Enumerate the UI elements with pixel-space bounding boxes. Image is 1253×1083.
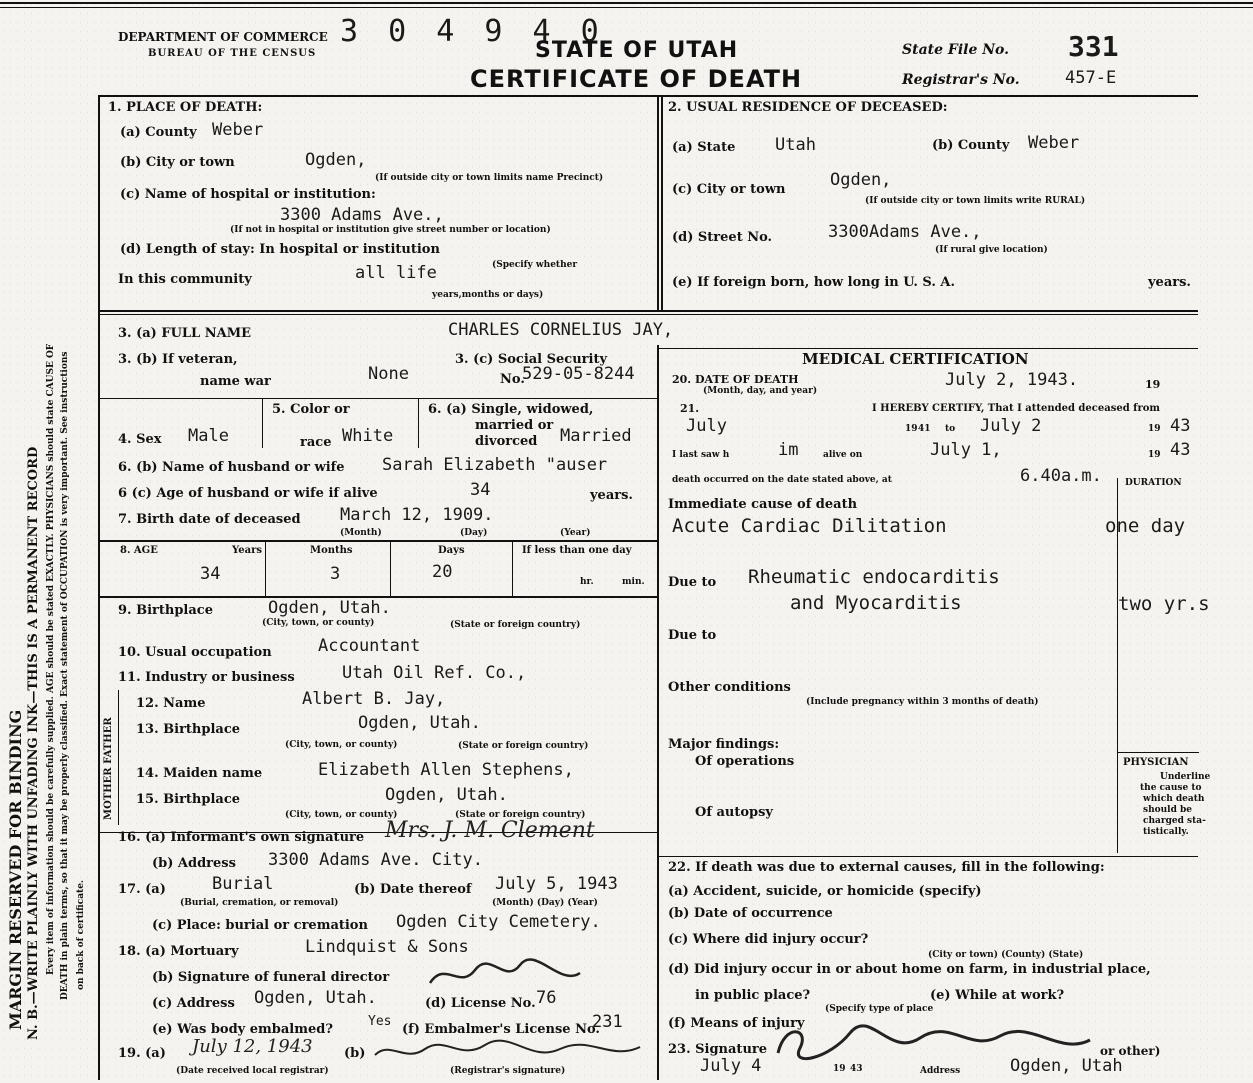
due1-label: Due to: [668, 575, 717, 590]
place-title: 1. PLACE OF DEATH:: [108, 100, 263, 115]
embalmer-lic: 231: [592, 1012, 623, 1032]
physician-sig-label: 23. Signature: [668, 1042, 768, 1057]
place-stay-label: (d) Length of stay: In hospital or institution: [120, 242, 440, 257]
age-col-2: [390, 540, 391, 596]
res-county-label: (b) County: [932, 138, 1010, 153]
external-c: (c) Where did injury occur?: [668, 932, 869, 947]
physician-date: July 4: [700, 1056, 762, 1076]
place-community-label: In this community: [118, 272, 252, 287]
race: White: [342, 426, 394, 446]
other-note: (Include pregnancy within 3 months of death): [806, 697, 1039, 707]
embalmer-lic-label: (f) Embalmer's License No.: [402, 1022, 600, 1037]
place-city: Ogden,: [305, 150, 367, 170]
age-label: 8. AGE: [120, 545, 158, 556]
row-divider-1b: [98, 314, 1198, 315]
age-years-label: Years: [232, 545, 263, 556]
alive-yr-pre: 19: [1148, 450, 1161, 460]
immediate-duration: one day: [1105, 515, 1186, 537]
external-e: (e) While at work?: [930, 988, 1065, 1003]
physician-note-1: the cause to: [1140, 783, 1202, 793]
divider-top-2: [661, 95, 663, 312]
fd-addr: Ogden, Utah.: [254, 988, 377, 1008]
age-col-1: [265, 540, 266, 596]
father-birth-label: 13. Birthplace: [136, 722, 241, 737]
immediate-cause: Acute Cardiac Dilitation: [672, 515, 947, 537]
registrar-no: 457-E: [1065, 68, 1117, 88]
funeral-director-signature: [420, 955, 590, 995]
father-label: 12. Name: [136, 696, 206, 711]
mother-label: 14. Maiden name: [136, 766, 263, 781]
dod-19: 19: [1145, 378, 1161, 391]
license: 76: [536, 988, 557, 1008]
external-top: [658, 856, 1198, 857]
age-hr: hr.: [580, 577, 594, 587]
certify-text: I HEREBY CERTIFY, That I attended deceased from: [872, 403, 1161, 414]
physician-title: PHYSICIAN: [1123, 757, 1189, 768]
res-county: Weber: [1028, 133, 1080, 153]
mortuary-label: 18. (a) Mortuary: [118, 944, 239, 959]
state-file-label: State File No.: [902, 42, 1010, 58]
res-city-label: (c) City or town: [672, 182, 786, 197]
place-hosp: 3300 Adams Ave.,: [280, 205, 444, 225]
physician-addr-label: Address: [920, 1066, 961, 1076]
birthplace: Ogden, Utah.: [268, 598, 391, 618]
frame-left: [98, 95, 100, 1080]
burial-label: 17. (a): [118, 882, 166, 897]
received-note: (Date received local registrar): [176, 1066, 329, 1076]
external-f: (f) Means of injury: [668, 1016, 805, 1031]
age-days: 20: [432, 562, 453, 582]
burial-date: July 5, 1943: [495, 874, 618, 894]
physician-date-yr: 43: [850, 1064, 863, 1074]
spouse-years: years.: [590, 488, 633, 503]
age-months-label: Months: [310, 545, 353, 556]
stamp-number: 3 0 4 9 4 0: [340, 14, 605, 49]
physician-sig-tail: or other): [1100, 1044, 1161, 1058]
father-note-1: (City, town, or county): [285, 740, 398, 750]
dept-label: DEPARTMENT OF COMMERCE: [118, 30, 328, 44]
birth-label: 7. Birth date of deceased: [118, 512, 301, 527]
age-days-label: Days: [438, 545, 465, 556]
margin-instr-2: DEATH in plain terms, so that it may be properly classified. Exact statement of OCCUPATION is very important. See instructions: [60, 351, 70, 1000]
date-of-death: July 2, 1943.: [945, 370, 1079, 390]
father: Albert B. Jay,: [302, 689, 446, 709]
cert-num: 21.: [680, 402, 700, 415]
physician-note-2: which death: [1143, 794, 1205, 804]
due1-cause-2: and Myocarditis: [790, 592, 962, 614]
state-title: STATE OF UTAH: [535, 38, 739, 63]
spouse-age-label: 6 (c) Age of husband or wife if alive: [118, 486, 378, 501]
spouse-age: 34: [470, 480, 491, 500]
frame-top: [98, 95, 1198, 97]
attended-to: July 2: [980, 416, 1042, 436]
mortuary: Lindquist & Sons: [305, 937, 469, 957]
place-specify-2: years,months or days): [432, 290, 544, 300]
physician-addr: Ogden, Utah: [1010, 1056, 1123, 1076]
informant-addr: 3300 Adams Ave. City.: [268, 850, 483, 870]
findings-label: Major findings:: [668, 737, 780, 752]
place-hosp-label: (c) Name of hospital or institution:: [120, 187, 376, 202]
residence-title: 2. USUAL RESIDENCE OF DECEASED:: [668, 100, 948, 115]
father-note-2: (State or foreign country): [458, 741, 589, 751]
birthplace-label: 9. Birthplace: [118, 603, 213, 618]
burial-place: Ogden City Cemetery.: [396, 912, 601, 932]
mother-note-2: (State or foreign country): [455, 810, 586, 820]
from-yr: 41: [918, 424, 931, 434]
occurred-time: 6.40a.m.: [1020, 466, 1102, 486]
embalmed: Yes: [368, 1014, 392, 1029]
external-d: (d) Did injury occur in or about home on farm, in industrial place,: [668, 962, 1151, 977]
margin-instr-1: Every item of information should be carefully supplied. AGE should be stated EXACTLY. PHYSICIANS should state CAUSE OF: [46, 343, 56, 975]
mother: Elizabeth Allen Stephens,: [318, 760, 574, 780]
birthplace-note-2: (State or foreign country): [450, 620, 581, 630]
received-label: 19. (a): [118, 1046, 166, 1061]
physician-note-5: tistically.: [1143, 827, 1189, 837]
physician-note-3: should be: [1143, 805, 1193, 815]
medical-title: MEDICAL CERTIFICATION: [802, 350, 1029, 368]
to-label: to: [945, 424, 956, 434]
res-state: Utah: [775, 135, 816, 155]
top-border-2: [0, 7, 1253, 8]
embalmed-label: (e) Was body embalmed?: [152, 1022, 333, 1037]
other-label: Other conditions: [668, 680, 791, 695]
res-city: Ogden,: [830, 170, 892, 190]
spouse: Sarah Elizabeth "auser: [382, 455, 608, 475]
col-sex: [262, 398, 263, 448]
place-hosp-note: (If not in hospital or institution give street number or location): [230, 225, 551, 235]
place-specify: (Specify whether: [492, 260, 578, 270]
due1-duration: two yr.s: [1118, 593, 1210, 615]
informant-sig-label: 16. (a) Informant's own signature: [118, 830, 365, 845]
autopsy-label: Of autopsy: [695, 805, 773, 820]
margin-instr-3: on back of certificate.: [76, 879, 86, 990]
marital-label-2: married or: [475, 418, 554, 433]
res-years: years.: [1148, 275, 1191, 290]
col-race: [418, 398, 419, 448]
ss-label-2: No.: [500, 372, 525, 387]
marital-label-3: divorced: [475, 434, 538, 449]
external-title: 22. If death was due to external causes, fill in the following:: [668, 860, 1105, 875]
bureau-label: BUREAU OF THE CENSUS: [148, 48, 317, 59]
veteran-label: 3. (b) If veteran,: [118, 352, 238, 367]
ss-label: 3. (c) Social Security: [455, 352, 608, 367]
registrar-note: (Registrar's signature): [450, 1066, 566, 1076]
external-a: (a) Accident, suicide, or homicide (specify): [668, 884, 982, 899]
last-saw-label: I last saw h: [672, 450, 730, 460]
fd-sig-label: (b) Signature of funeral director: [152, 970, 390, 985]
to-yr-pre: 19: [1148, 424, 1161, 434]
informant-addr-label: (b) Address: [152, 856, 236, 871]
external-c-note: (City or town) (County) (State): [928, 950, 1084, 960]
fd-addr-label: (c) Address: [152, 996, 235, 1011]
due2-label: Due to: [668, 628, 717, 643]
dod-note: (Month, day, and year): [703, 386, 818, 396]
burial: Burial: [212, 874, 274, 894]
row-divider-2: [98, 398, 658, 399]
age-years: 34: [200, 564, 221, 584]
name-label: 3. (a) FULL NAME: [118, 326, 251, 341]
operations-label: Of operations: [695, 754, 795, 769]
burial-note: (Burial, cremation, or removal): [180, 898, 339, 908]
parents-col: [118, 690, 119, 825]
external-d2-note: (Specify type of place: [825, 1004, 934, 1014]
occupation-label: 10. Usual occupation: [118, 645, 272, 660]
month-note: (Month): [340, 528, 382, 538]
divider-top: [657, 95, 659, 312]
res-street-label: (d) Street No.: [672, 230, 773, 245]
birth-date: March 12, 1909.: [340, 505, 494, 525]
attended-from: July: [686, 416, 727, 436]
industry: Utah Oil Ref. Co.,: [342, 663, 527, 683]
burial-place-label: (c) Place: burial or cremation: [152, 918, 368, 933]
due1-cause: Rheumatic endocarditis: [748, 566, 1000, 588]
age-months: 3: [330, 564, 341, 584]
father-birth: Ogden, Utah.: [358, 713, 481, 733]
physician-date-yr-pre: 19: [833, 1064, 846, 1074]
industry-label: 11. Industry or business: [118, 670, 295, 685]
age-less-label: If less than one day: [522, 545, 632, 556]
res-street-note: (If rural give location): [935, 245, 1048, 255]
received-date: July 12, 1943: [192, 1036, 313, 1057]
license-label: (d) License No.: [425, 996, 536, 1011]
certificate-title: CERTIFICATE OF DEATH: [470, 65, 803, 93]
marital-label: 6. (a) Single, widowed,: [428, 402, 594, 417]
registrar-signature: [370, 1035, 650, 1067]
burial-date-note: (Month) (Day) (Year): [492, 898, 598, 908]
ss-number: 529-05-8244: [522, 364, 635, 384]
veteran-label-2: name war: [200, 374, 271, 389]
occurred-label: death occurred on the date stated above, at: [672, 475, 892, 485]
alive-on: July 1,: [930, 440, 1002, 460]
res-city-note: (If outside city or town limits write RURAL): [865, 196, 1086, 206]
physician-note-0: Underline: [1160, 772, 1211, 782]
parents-side-label: MOTHER FATHER: [103, 717, 114, 820]
marital: Married: [560, 426, 632, 446]
age-top: [98, 540, 658, 542]
day-note: (Day): [460, 528, 488, 538]
mother-birth-label: 15. Birthplace: [136, 792, 241, 807]
place-city-note: (If outside city or town limits name Precinct): [375, 173, 604, 183]
physician-note-4: charged sta-: [1143, 816, 1206, 826]
top-border: [0, 2, 1253, 4]
place-county: Weber: [212, 120, 264, 140]
age-col-3: [512, 540, 513, 596]
registrar-sig-label: (b): [344, 1046, 366, 1061]
res-foreign-label: (e) If foreign born, how long in U. S. A.: [672, 275, 956, 290]
burial-date-label: (b) Date thereof: [354, 882, 472, 897]
color-label: 5. Color or: [272, 402, 350, 417]
veteran: None: [368, 364, 409, 384]
sex-label: 4. Sex: [118, 432, 162, 447]
last-saw: im: [778, 440, 799, 460]
immediate-label: Immediate cause of death: [668, 497, 858, 512]
row-divider-1: [98, 310, 1198, 312]
place-community: all life: [355, 263, 437, 283]
birthplace-note-1: (City, town, or county): [262, 618, 375, 628]
margin-binding: MARGIN RESERVED FOR BINDING: [6, 709, 25, 1030]
spouse-label: 6. (b) Name of husband or wife: [118, 460, 345, 475]
res-street: 3300Adams Ave.,: [828, 222, 982, 242]
physician-top: [1117, 752, 1199, 753]
mother-note-1: (City, town, or county): [285, 810, 398, 820]
margin-permanent: N. B.—WRITE PLAINLY WITH UNFADING INK—THIS IS A PERMANENT RECORD: [26, 446, 41, 1040]
age-min: min.: [622, 577, 645, 587]
race-label: race: [300, 435, 332, 450]
dod-label: 20. DATE OF DEATH: [672, 373, 799, 386]
full-name: CHARLES CORNELIUS JAY,: [448, 320, 674, 340]
sex: Male: [188, 426, 229, 446]
occupation: Accountant: [318, 636, 421, 656]
res-state-label: (a) State: [672, 140, 736, 155]
alive-yr: 43: [1170, 440, 1191, 460]
place-city-label: (b) City or town: [120, 155, 235, 170]
registrar-label: Registrar's No.: [902, 72, 1020, 88]
state-file-no: 331: [1068, 30, 1119, 63]
mother-birth: Ogden, Utah.: [385, 785, 508, 805]
medical-top: [658, 348, 1198, 349]
external-b: (b) Date of occurrence: [668, 906, 833, 921]
alive-label: alive on: [823, 450, 863, 460]
year-note: (Year): [560, 528, 591, 538]
duration-label: DURATION: [1125, 478, 1182, 488]
from-yr-pre: 19: [905, 424, 918, 434]
external-d2: in public place?: [695, 988, 811, 1003]
to-yr: 43: [1170, 416, 1191, 436]
divider-mid: [657, 345, 659, 1080]
informant-signature: Mrs. J. M. Clement: [385, 818, 595, 843]
place-county-label: (a) County: [120, 125, 197, 140]
